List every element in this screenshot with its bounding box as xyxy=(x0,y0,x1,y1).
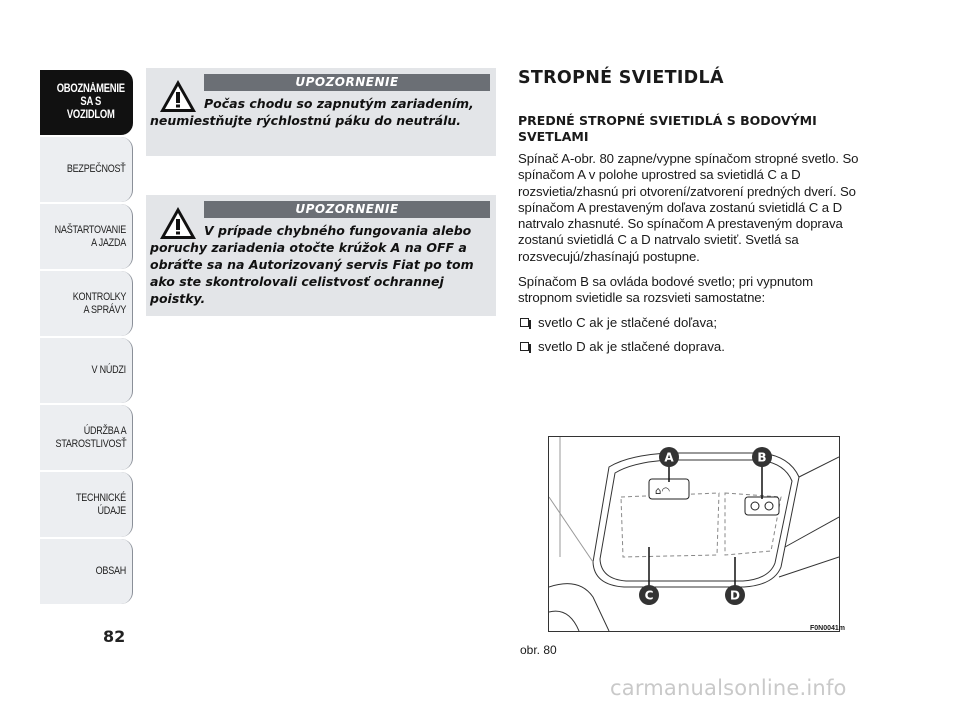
list-item-text: svetlo D ak je stlačené doprava. xyxy=(538,338,725,354)
subsection-heading: PREDNÉ STROPNÉ SVIETIDLÁ S BODOVÝMI SVETLAMI xyxy=(518,113,817,144)
svg-text:A: A xyxy=(664,450,674,465)
callout-a xyxy=(659,447,679,467)
checkbox-bullet-icon xyxy=(520,318,529,327)
tab-label: TECHNICKÉ ÚDAJE xyxy=(76,491,126,517)
figure-code: F0N0041m xyxy=(810,625,846,632)
warning-text: V prípade chybného fungovania alebo poruchy zariadenia otočte krúžok A na OFF a obráťte sa na Autorizovaný servis Fiat po tom ako ste skontrolovali celistvosť ochrannej poistky. xyxy=(150,223,474,306)
tab-technicke-udaje[interactable] xyxy=(40,472,133,537)
checkbox-bullet-icon xyxy=(520,342,529,351)
warning-box-1 xyxy=(146,68,496,156)
figure-caption: obr. 80 xyxy=(520,643,557,657)
tab-bezpecnost[interactable] xyxy=(40,137,133,202)
main-content xyxy=(518,68,860,355)
list-item-text: svetlo C ak je stlačené doľava; xyxy=(538,314,718,330)
warning-title: UPOZORNENIE xyxy=(204,74,490,91)
page-number: 82 xyxy=(103,627,126,646)
svg-text:⌂◠: ⌂◠ xyxy=(655,486,671,497)
paragraph-2: Spínačom B sa ovláda bodové svetlo; pri vypnutom stropnom svietidle sa rozsvieti samostatne: xyxy=(518,274,814,306)
callout-d xyxy=(725,585,745,605)
section-heading: STROPNÉ SVIETIDLÁ xyxy=(518,68,724,88)
tab-label: OBSAH xyxy=(95,565,126,577)
chapter-tabs xyxy=(40,70,133,606)
svg-text:B: B xyxy=(757,450,767,465)
tab-label: NAŠTARTOVANIE A JAZDA xyxy=(54,223,126,249)
tab-obsah[interactable] xyxy=(40,539,133,604)
ceiling-light-figure xyxy=(548,436,840,632)
tab-label: KONTROLKY A SPRÁVY xyxy=(72,290,126,316)
paragraph-1: Spínač A-obr. 80 zapne/vypne spínačom stropné svetlo. So spínačom A v polohe uprostred sa svietidlá C a D rozsvietia/zhasnú pri otvorení/zatvorení predných dverí. So spínačom A prestaveným doľava zostanú svietidlá C a D natrvalo zhasnuté. So spínačom A prestaveným doprava zostanú svietidlá C a D natrvalo svietiť. Svetlá sa rozsvecujú/zhasínajú postupne. xyxy=(518,151,859,264)
svg-text:C: C xyxy=(644,588,654,603)
tab-label: OBOZNÁMENIE SA S VOZIDLOM xyxy=(56,83,125,121)
warning-box-2 xyxy=(146,195,496,316)
tab-label: V NÚDZI xyxy=(91,364,126,376)
tab-kontrolky[interactable] xyxy=(40,271,133,336)
tab-nastartovanie[interactable] xyxy=(40,204,133,269)
ceiling-light-illustration xyxy=(549,437,839,631)
callout-b xyxy=(752,447,772,467)
tab-v-nudzi[interactable] xyxy=(40,338,133,403)
tab-label: BEZPEČNOSŤ xyxy=(67,163,126,175)
warning-text: Počas chodu so zapnutým zariadením, neumiestňujte rýchlostnú páku do neutrálu. xyxy=(150,96,474,128)
tab-oboznamenie[interactable] xyxy=(40,70,133,135)
watermark: carmanualsonline.info xyxy=(610,676,847,700)
list-item xyxy=(518,339,860,355)
warning-title: UPOZORNENIE xyxy=(204,201,490,218)
callout-c xyxy=(639,585,659,605)
svg-text:D: D xyxy=(730,588,740,603)
tab-udrzba[interactable] xyxy=(40,405,133,470)
tab-label: ÚDRŽBA A STAROSTLIVOSŤ xyxy=(55,424,126,450)
list-item xyxy=(518,315,860,331)
